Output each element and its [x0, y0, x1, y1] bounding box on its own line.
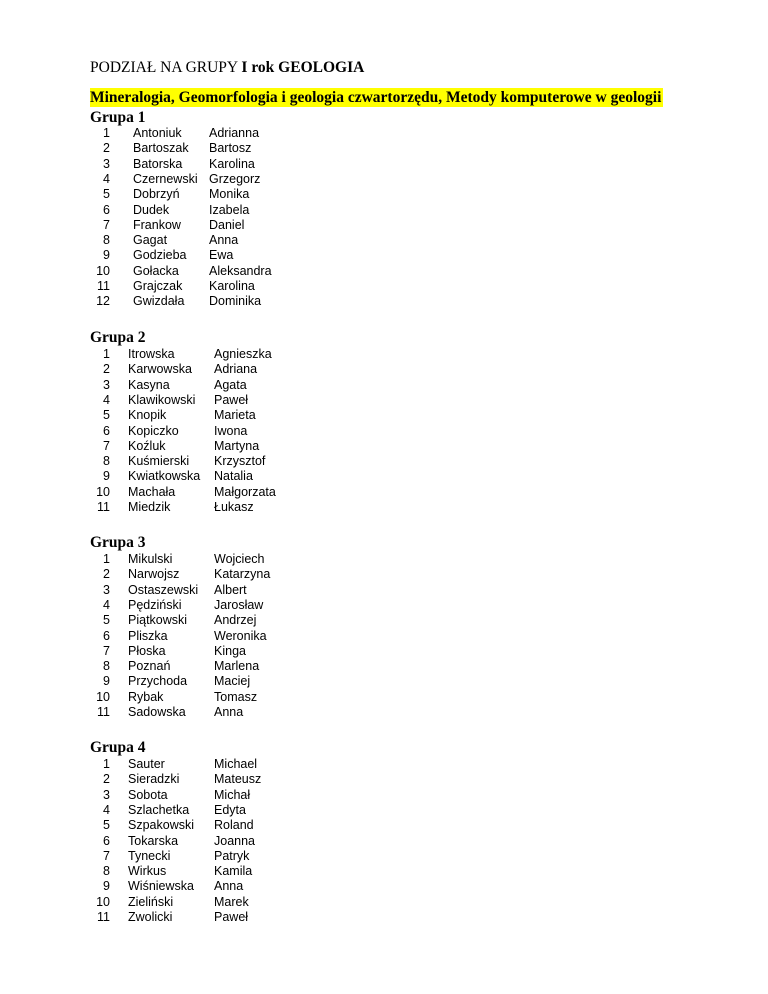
- student-surname: Narwojsz: [128, 567, 180, 582]
- student-row: [90, 393, 390, 408]
- student-row: [90, 172, 390, 187]
- student-firstname: Michał: [214, 787, 251, 802]
- student-number: 12: [96, 294, 110, 309]
- student-number: 6: [103, 202, 110, 217]
- student-row: [90, 126, 390, 141]
- student-row: [90, 834, 390, 849]
- student-surname: Piątkowski: [128, 613, 188, 628]
- student-row: [90, 895, 390, 910]
- student-surname: Antoniuk: [133, 126, 182, 140]
- page-title: [90, 58, 364, 78]
- student-number: 8: [103, 864, 110, 879]
- student-firstname: Karolina: [209, 279, 255, 293]
- student-surname: Dobrzyń: [133, 187, 180, 202]
- student-firstname: Natalia: [214, 469, 253, 484]
- student-firstname: Paweł: [214, 392, 249, 407]
- student-row: [90, 362, 390, 377]
- student-firstname: Patryk: [214, 848, 250, 863]
- student-row: [90, 187, 390, 202]
- student-row: [90, 233, 390, 248]
- student-row: [90, 279, 390, 294]
- student-surname: Dudek: [133, 202, 170, 217]
- student-surname: Knopik: [128, 408, 167, 423]
- student-number: 5: [103, 613, 110, 628]
- student-row: [90, 378, 390, 393]
- student-number: 11: [97, 500, 110, 514]
- student-row: [90, 879, 390, 894]
- student-row: [90, 757, 390, 772]
- student-surname: Płoska: [128, 643, 166, 658]
- student-row: [90, 690, 390, 705]
- student-surname: Sieradzki: [128, 772, 180, 787]
- student-firstname: Karolina: [209, 156, 255, 171]
- student-number: 4: [103, 597, 110, 612]
- student-number: 6: [103, 833, 110, 848]
- student-number: 2: [103, 567, 110, 582]
- student-firstname: Monika: [209, 187, 250, 202]
- student-number: 7: [103, 438, 110, 453]
- student-number: 10: [96, 689, 110, 704]
- student-row: [90, 705, 390, 720]
- student-firstname: Michael: [214, 757, 258, 771]
- student-firstname: Anna: [214, 705, 244, 719]
- student-row: [90, 552, 390, 567]
- student-surname: Ostaszewski: [128, 582, 199, 597]
- student-firstname: Daniel: [209, 217, 245, 232]
- student-number: 5: [103, 818, 110, 833]
- student-row: [90, 598, 390, 613]
- student-row: [90, 818, 390, 833]
- student-firstname: Roland: [214, 818, 254, 833]
- student-firstname: Andrzej: [214, 613, 257, 628]
- student-firstname: Mateusz: [214, 772, 262, 787]
- student-surname: Batorska: [133, 156, 183, 171]
- student-firstname: Tomasz: [214, 689, 258, 704]
- student-row: [90, 408, 390, 423]
- student-firstname: Bartosz: [209, 141, 252, 156]
- student-number: 4: [103, 802, 110, 817]
- student-row: [90, 203, 390, 218]
- student-surname: Koźluk: [128, 438, 166, 453]
- student-surname: Grajczak: [133, 279, 183, 293]
- student-surname: Karwowska: [128, 362, 192, 377]
- student-surname: Kwiatkowska: [128, 469, 201, 484]
- student-firstname: Iwona: [214, 423, 248, 438]
- student-surname: Tokarska: [128, 833, 179, 848]
- student-row: [90, 788, 390, 803]
- student-row: [90, 141, 390, 156]
- student-firstname: Grzegorz: [209, 171, 261, 186]
- student-row: [90, 803, 390, 818]
- student-surname: Tynecki: [128, 848, 171, 863]
- student-firstname: Ewa: [209, 248, 234, 263]
- student-firstname: Kamila: [214, 864, 253, 879]
- student-surname: Kopiczko: [128, 423, 179, 438]
- student-firstname: Jarosław: [214, 597, 264, 612]
- student-firstname: Dominika: [209, 294, 262, 309]
- student-row: [90, 659, 390, 674]
- student-row: [90, 629, 390, 644]
- student-number: 11: [97, 705, 110, 719]
- student-row: [90, 567, 390, 582]
- student-number: 11: [97, 910, 110, 924]
- student-number: 4: [103, 171, 110, 186]
- student-number: 3: [103, 787, 110, 802]
- student-number: 5: [103, 408, 110, 423]
- student-firstname: Wojciech: [214, 552, 265, 566]
- page-title-bold: I rok GEOLOGIA: [241, 59, 365, 76]
- page-title-prefix: PODZIAŁ NA GRUPY: [90, 59, 242, 76]
- student-surname: Kuśmierski: [128, 454, 190, 469]
- student-row: [90, 218, 390, 233]
- student-surname: Szpakowski: [128, 818, 194, 833]
- student-row: [90, 454, 390, 469]
- student-number: 7: [103, 848, 110, 863]
- student-surname: Miedzik: [128, 500, 171, 514]
- student-firstname: Adriana: [214, 362, 258, 377]
- student-surname: Zieliński: [128, 894, 174, 909]
- student-number: 1: [103, 757, 110, 771]
- student-firstname: Anna: [214, 879, 244, 894]
- student-number: 3: [103, 156, 110, 171]
- student-number: 1: [103, 126, 110, 140]
- student-surname: Pędziński: [128, 597, 182, 612]
- student-firstname: Adrianna: [209, 126, 260, 140]
- student-number: 2: [103, 772, 110, 787]
- student-number: 6: [103, 423, 110, 438]
- student-surname: Gwizdała: [133, 294, 185, 309]
- group-1-heading: Grupa 1: [90, 109, 146, 126]
- student-firstname: Izabela: [209, 202, 250, 217]
- student-row: [90, 583, 390, 598]
- student-surname: Szlachetka: [128, 802, 190, 817]
- student-number: 9: [103, 248, 110, 263]
- student-surname: Gagat: [133, 233, 168, 248]
- student-surname: Sauter: [128, 757, 165, 771]
- student-number: 1: [103, 347, 110, 361]
- group-4-heading: Grupa 4: [90, 739, 146, 756]
- student-number: 10: [96, 263, 110, 278]
- student-surname: Frankow: [133, 217, 181, 232]
- student-number: 11: [97, 279, 110, 293]
- student-number: 4: [103, 392, 110, 407]
- student-surname: Itrowska: [128, 347, 175, 361]
- student-firstname: Marieta: [214, 408, 256, 423]
- student-firstname: Łukasz: [214, 500, 254, 514]
- student-number: 10: [96, 484, 110, 499]
- student-number: 9: [103, 674, 110, 689]
- student-row: [90, 500, 390, 515]
- student-firstname: Edyta: [214, 802, 246, 817]
- student-number: 5: [103, 187, 110, 202]
- student-number: 7: [103, 217, 110, 232]
- student-firstname: Martyna: [214, 438, 260, 453]
- student-firstname: Paweł: [214, 910, 249, 924]
- group-2-heading: Grupa 2: [90, 329, 146, 346]
- student-number: 10: [96, 894, 110, 909]
- student-firstname: Anna: [209, 233, 239, 248]
- student-firstname: Marlena: [214, 659, 260, 674]
- student-row: [90, 772, 390, 787]
- student-row: [90, 849, 390, 864]
- student-number: 2: [103, 141, 110, 156]
- student-surname: Kasyna: [128, 377, 170, 392]
- student-firstname: Kinga: [214, 643, 246, 658]
- student-firstname: Weronika: [214, 628, 267, 643]
- student-row: [90, 347, 390, 362]
- student-row: [90, 485, 390, 500]
- student-number: 8: [103, 659, 110, 674]
- subjects-heading: Mineralogia, Geomorfologia i geologia czwartorzędu, Metody komputerowe w geologii: [90, 89, 662, 106]
- student-number: 3: [103, 377, 110, 392]
- student-firstname: Krzysztof: [214, 454, 266, 469]
- student-surname: Klawikowski: [128, 392, 196, 407]
- student-surname: Zwolicki: [128, 910, 173, 924]
- student-row: [90, 248, 390, 263]
- student-surname: Poznań: [128, 659, 171, 674]
- student-firstname: Marek: [214, 894, 249, 909]
- student-number: 9: [103, 879, 110, 894]
- student-row: [90, 157, 390, 172]
- student-firstname: Aleksandra: [209, 263, 272, 278]
- student-firstname: Agnieszka: [214, 347, 272, 361]
- student-surname: Machała: [128, 484, 176, 499]
- student-surname: Pliszka: [128, 628, 168, 643]
- student-row: [90, 864, 390, 879]
- student-number: 3: [103, 582, 110, 597]
- student-row: [90, 644, 390, 659]
- student-surname: Czernewski: [133, 171, 198, 186]
- student-row: [90, 469, 390, 484]
- student-firstname: Katarzyna: [214, 567, 271, 582]
- student-firstname: Agata: [214, 377, 247, 392]
- student-number: 8: [103, 454, 110, 469]
- student-row: [90, 294, 390, 309]
- student-row: [90, 674, 390, 689]
- student-surname: Przychoda: [128, 674, 188, 689]
- student-number: 8: [103, 233, 110, 248]
- student-number: 1: [103, 552, 110, 566]
- student-surname: Wiśniewska: [128, 879, 194, 894]
- student-surname: Sobota: [128, 787, 168, 802]
- student-surname: Gołacka: [133, 263, 179, 278]
- student-number: 2: [103, 362, 110, 377]
- student-firstname: Joanna: [214, 833, 256, 848]
- student-row: [90, 439, 390, 454]
- student-number: 9: [103, 469, 110, 484]
- student-surname: Godzieba: [133, 248, 187, 263]
- student-number: 6: [103, 628, 110, 643]
- student-surname: Sadowska: [128, 705, 186, 719]
- student-firstname: Maciej: [214, 674, 251, 689]
- student-surname: Bartoszak: [133, 141, 189, 156]
- student-surname: Wirkus: [128, 864, 167, 879]
- student-row: [90, 613, 390, 628]
- student-firstname: Albert: [214, 582, 247, 597]
- student-surname: Mikulski: [128, 552, 173, 566]
- student-row: [90, 910, 390, 925]
- student-firstname: Małgorzata: [214, 484, 276, 499]
- student-surname: Rybak: [128, 689, 164, 704]
- student-row: [90, 424, 390, 439]
- student-row: [90, 264, 390, 279]
- student-number: 7: [103, 643, 110, 658]
- group-3-heading: Grupa 3: [90, 534, 146, 551]
